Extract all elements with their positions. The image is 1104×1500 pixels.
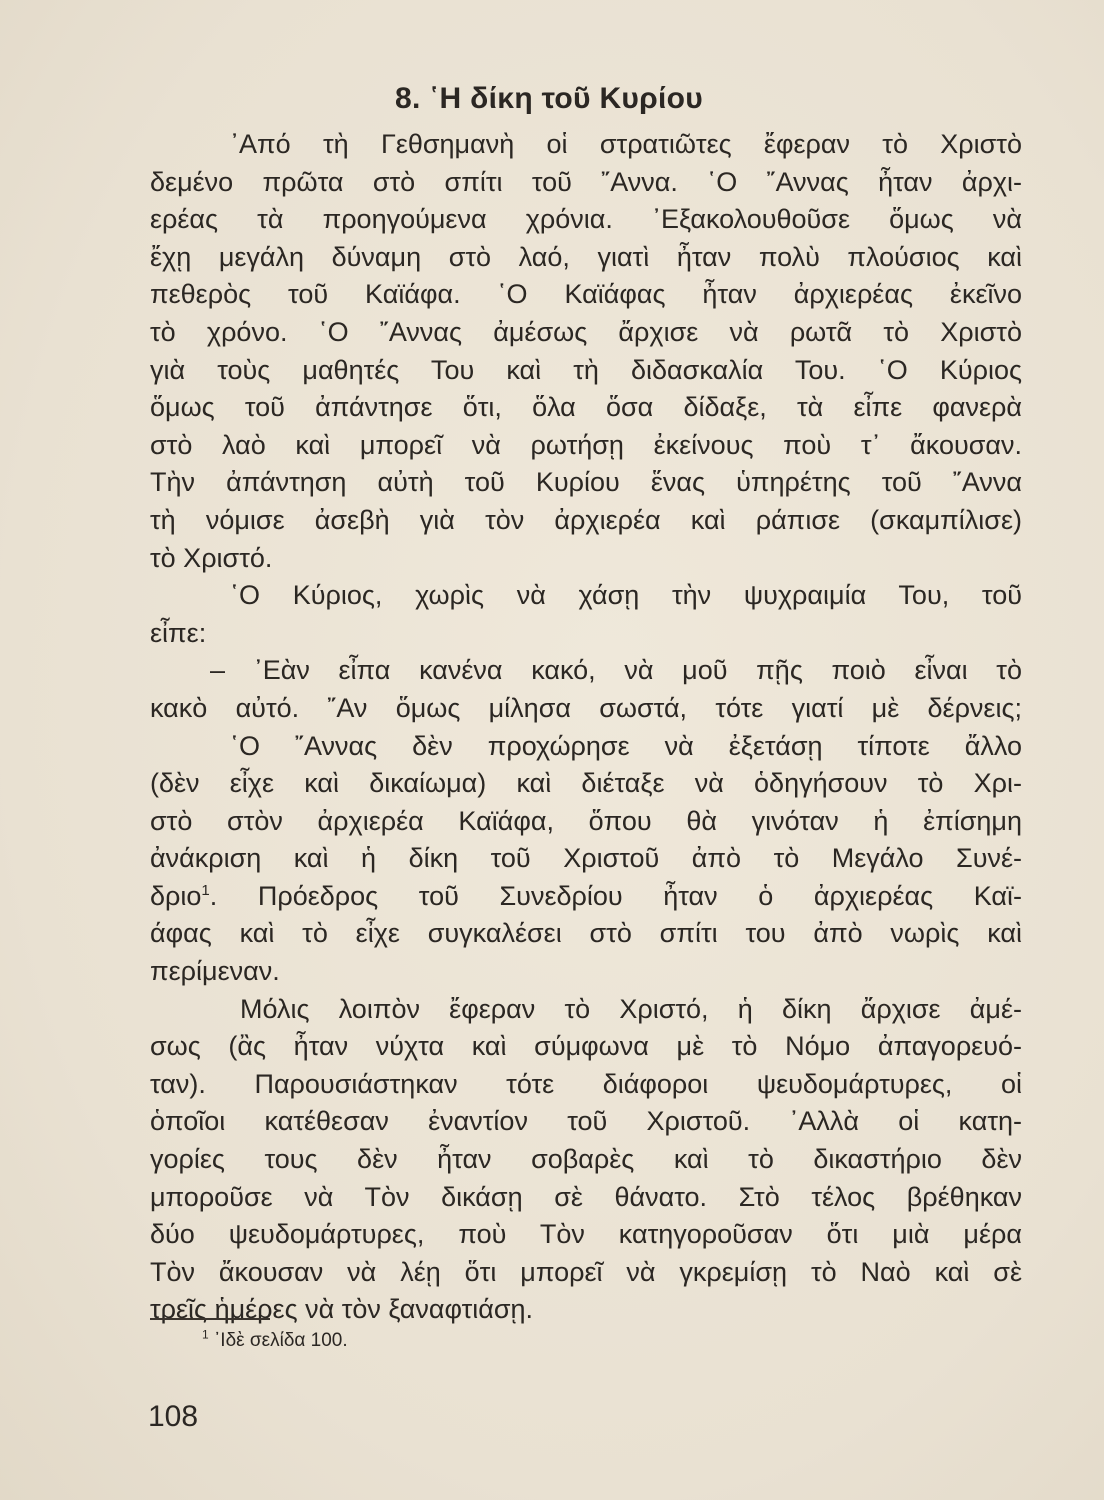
paragraph	[150, 577, 1022, 652]
text-fragment: δριο	[150, 880, 202, 911]
text-line: σως (ἂς ἦταν νύχτα καὶ σύμφωνα μὲ τὸ Νόμο ἀπαγορευό-	[150, 1031, 1022, 1062]
text-line: περίμεναν.	[150, 956, 280, 987]
text-line: ῾Ο Κύριος, χωρὶς νὰ χάσῃ τὴν ψυχραιμία Του, τοῦ	[230, 580, 1022, 611]
chapter-number: 8.	[395, 82, 421, 115]
text-line: (δὲν εἶχε καὶ δικαίωμα) καὶ διέταξε νὰ ὁδηγήσουν τὸ Χρι-	[150, 768, 1022, 799]
text-line: ἀνάκριση καὶ ἡ δίκη τοῦ Χριστοῦ ἀπὸ τὸ Μεγάλο Συνέ-	[150, 843, 1022, 874]
text-line: τὸ Χριστό.	[150, 542, 273, 573]
text-line: ἔχῃ μεγάλη δύναμη στὸ λαό, γιατὶ ἦταν πολὺ πλούσιος καὶ	[150, 241, 1022, 272]
paragraph	[150, 728, 1022, 991]
text-line: δεμένο πρῶτα στὸ σπίτι τοῦ ῎Αννα. ῾Ο ῎Αννας ἦταν ἀρχι-	[150, 166, 1022, 197]
text-line: τρεῖς ἡμέρες νὰ τὸν ξαναφτιάσῃ.	[150, 1294, 534, 1325]
text-fragment: . Πρόεδρος τοῦ Συνεδρίου ἦταν ὁ ἀρχιερέας Καϊ-	[209, 880, 1022, 911]
footnote-reference[interactable]: 1	[201, 881, 210, 899]
text-line: δύο ψευδομάρτυρες, ποὺ Τὸν κατηγοροῦσαν ὅτι μιὰ μέρα	[150, 1219, 1022, 1250]
text-line: γιὰ τοὺς μαθητές Του καὶ τὴ διδασκαλία Του. ῾Ο Κύριος	[150, 354, 1022, 385]
footnote-text: ᾿Ιδὲ σελίδα 100.	[213, 1330, 348, 1351]
page-number: 108	[148, 1400, 199, 1433]
paragraph	[150, 652, 1022, 727]
text-line: ερέας τὰ προηγούμενα χρόνια. ᾿Εξακολουθοῦσε ὅμως νὰ	[150, 204, 1022, 235]
text-line: τὸ χρόνο. ῾Ο ῎Αννας ἀμέσως ἄρχισε νὰ ρωτᾶ τὸ Χριστὸ	[150, 316, 1022, 347]
text-line: στὸ στὸν ἀρχιερέα Καϊάφα, ὅπου θὰ γινόταν ἡ ἐπίσημη	[150, 805, 1022, 836]
text-line: κακὸ αὐτό. ῎Αν ὅμως μίλησα σωστά, τότε γιατί μὲ δέρνεις;	[150, 692, 1022, 723]
chapter-title: ῾Η δίκη τοῦ Κυρίου	[429, 82, 704, 115]
text-line: πεθερὸς τοῦ Καϊάφα. ῾Ο Καϊάφας ἦταν ἀρχιερέας ἐκεῖνο	[150, 279, 1022, 310]
chapter-heading	[395, 82, 703, 116]
text-line: Μόλις λοιπὸν ἔφεραν τὸ Χριστό, ἡ δίκη ἄρχισε ἀμέ-	[240, 993, 1022, 1024]
body-text	[150, 126, 1022, 1329]
footnote-marker: 1	[202, 1327, 209, 1342]
text-line: μποροῦσε νὰ Τὸν δικάσῃ σὲ θάνατο. Στὸ τέλος βρέθηκαν	[150, 1181, 1022, 1212]
text-line: ταν). Παρουσιάστηκαν τότε διάφοροι ψευδομάρτυρες, οἱ	[150, 1068, 1022, 1099]
text-line: στὸ λαὸ καὶ μπορεῖ νὰ ρωτήσῃ ἐκείνους ποὺ τ᾿ ἄκουσαν.	[150, 429, 1022, 460]
text-line: τὴ νόμισε ἀσεβὴ γιὰ τὸν ἀρχιερέα καὶ ράπισε (σκαμπίλισε)	[150, 504, 1022, 535]
text-line: εἶπε:	[150, 617, 207, 648]
footnote	[202, 1327, 348, 1352]
text-line: Τὴν ἀπάντηση αὐτὴ τοῦ Κυρίου ἕνας ὑπηρέτης τοῦ ῎Αννα	[150, 467, 1022, 498]
text-line: γορίες τους δὲν ἦταν σοβαρὲς καὶ τὸ δικαστήριο δὲν	[150, 1144, 1022, 1175]
text-line: Τὸν ἄκουσαν νὰ λέῃ ὅτι μπορεῖ νὰ γκρεμίσῃ τὸ Ναὸ καὶ σὲ	[150, 1256, 1022, 1287]
paragraph	[150, 126, 1022, 577]
text-line: ᾿Από τὴ Γεθσημανὴ οἱ στρατιῶτες ἔφεραν τὸ Χριστὸ	[230, 129, 1022, 159]
text-line	[150, 878, 1022, 916]
footnote-divider	[150, 1318, 270, 1320]
paragraph	[150, 991, 1022, 1329]
text-line: άφας καὶ τὸ εἶχε συγκαλέσει στὸ σπίτι του ἀπὸ νωρὶς καὶ	[150, 918, 1022, 949]
text-line: ὁποῖοι κατέθεσαν ἐναντίον τοῦ Χριστοῦ. ᾿Αλλὰ οἱ κατη-	[150, 1106, 1022, 1137]
text-line: – ᾿Εὰν εἶπα κανένα κακό, νὰ μοῦ πῇς ποιὸ εἶναι τὸ	[210, 655, 1022, 686]
text-line: ῾Ο ῎Αννας δὲν προχώρησε νὰ ἐξετάσῃ τίποτε ἄλλο	[230, 730, 1022, 761]
text-line: ὅμως τοῦ ἀπάντησε ὅτι, ὅλα ὅσα δίδαξε, τὰ εἶπε φανερὰ	[150, 392, 1022, 423]
